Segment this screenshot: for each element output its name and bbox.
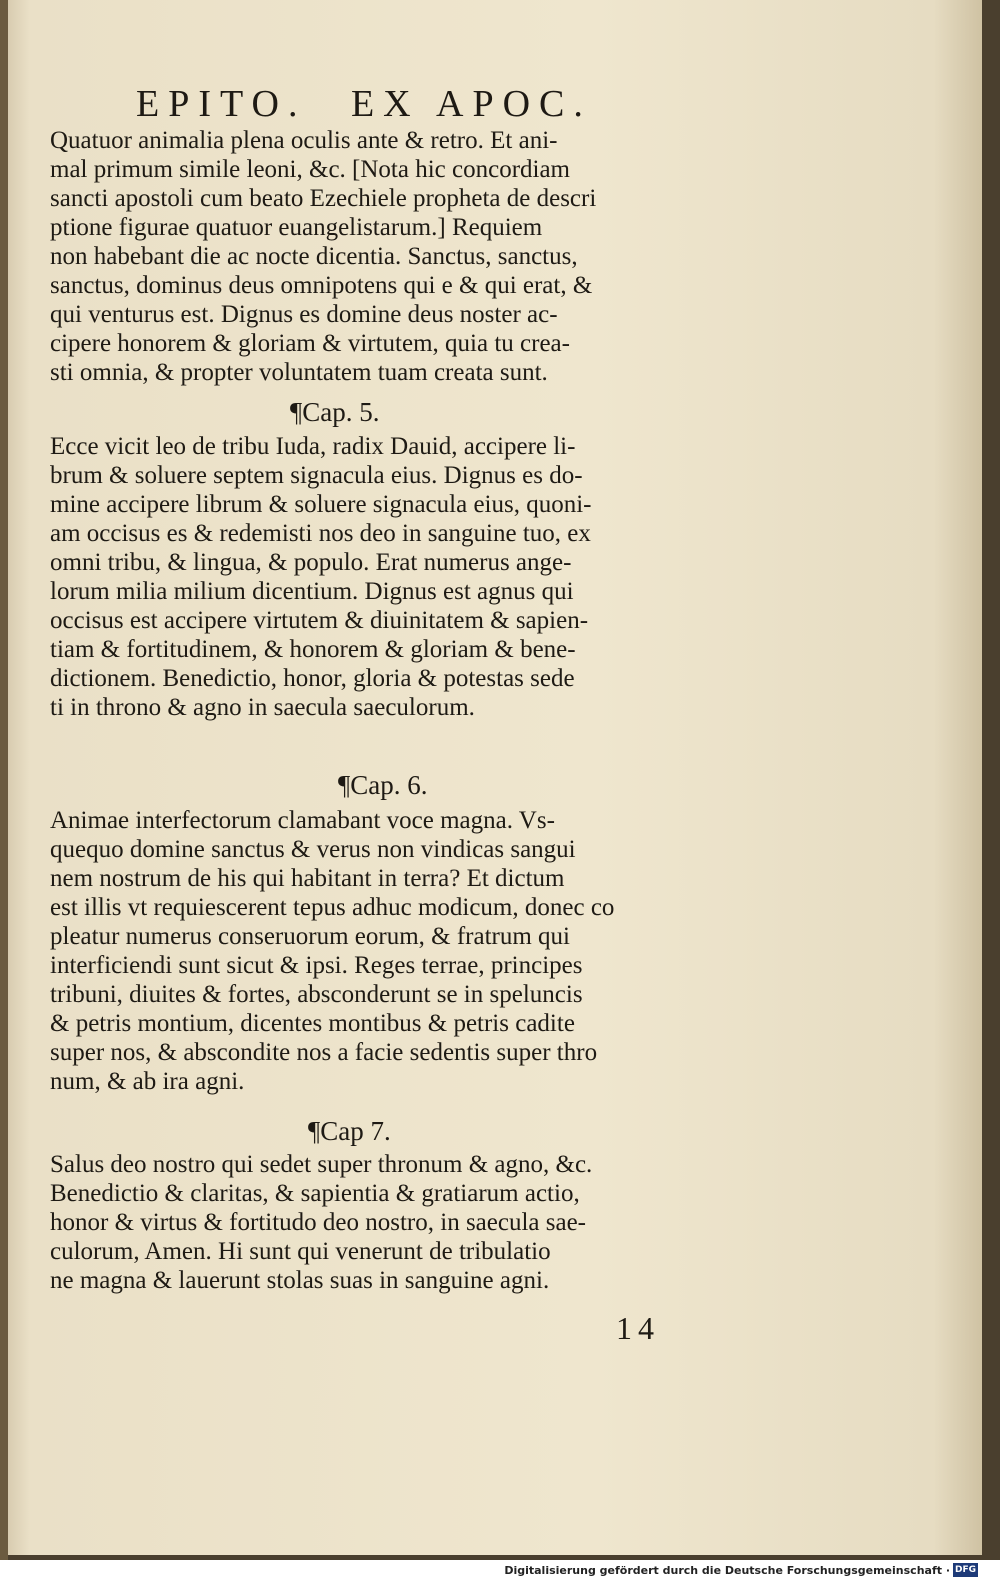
text-line: quequo domine sanctus & verus non vindicas sangui	[50, 836, 576, 863]
book-page	[8, 0, 982, 1555]
text-line: mine accipere librum & soluere signacula eius, quoni-	[50, 491, 592, 518]
running-header-left: EPITO.	[136, 83, 307, 125]
chapter-heading-6: ¶Cap. 6.	[338, 770, 428, 800]
text-line: omni tribu, & lingua, & populo. Erat numerus ange-	[50, 549, 572, 576]
text-block-chapter-5	[50, 432, 740, 722]
text-line: pleatur numerus conseruorum eorum, & fratrum qui	[50, 923, 570, 950]
text-line: ne magna & lauerunt stolas suas in sanguine agni.	[50, 1267, 550, 1294]
chapter-heading-7: ¶Cap 7.	[308, 1116, 391, 1146]
text-line: tribuni, diuites & fortes, absconderunt se in speluncis	[50, 981, 583, 1008]
text-line: interficiendi sunt sicut & ipsi. Reges terrae, principes	[50, 952, 583, 979]
footer-bar	[0, 1560, 1000, 1587]
funding-notice: Digitalisierung gefördert durch die Deutsche Forschungsgemeinschaft ·	[504, 1564, 950, 1577]
text-line: super nos, & abscondite nos a facie sedentis super thro	[50, 1039, 598, 1066]
chapter-heading-5: ¶Cap. 5.	[290, 397, 380, 427]
text-line: sancti apostoli cum beato Ezechiele propheta de descri	[50, 185, 597, 212]
text-line: dictionem. Benedictio, honor, gloria & potestas sede	[50, 665, 575, 692]
text-line: ti in throno & agno in saecula saeculorum.	[50, 694, 475, 721]
text-line: nem nostrum de his qui habitant in terra? Et dictum	[50, 865, 565, 892]
text-line: ptione figurae quatuor euangelistarum.] Requiem	[50, 214, 543, 241]
text-line: est illis vt requiescerent tepus adhuc modicum, donec co	[50, 894, 615, 921]
text-line: brum & soluere septem signacula eius. Dignus es do-	[50, 462, 583, 489]
text-line: Ecce vicit leo de tribu Iuda, radix Dauid, accipere li-	[50, 433, 576, 460]
text-line: cipere honorem & gloriam & virtutem, quia tu crea-	[50, 330, 570, 357]
running-header-right: EX APOC.	[350, 83, 592, 125]
text-line: culorum, Amen. Hi sunt qui venerunt de tribulatio	[50, 1238, 551, 1265]
page-number: 14	[616, 1310, 660, 1346]
text-line: sanctus, dominus deus omnipotens qui e & qui erat, &	[50, 272, 593, 299]
text-block-chapter-6	[50, 806, 740, 1096]
running-header	[70, 82, 670, 126]
text-line: am occisus es & redemisti nos deo in sanguine tuo, ex	[50, 520, 591, 547]
text-line: & petris montium, dicentes montibus & petris cadite	[50, 1010, 575, 1037]
dfg-logo: DFG	[954, 1565, 976, 1575]
text-line: Benedictio & claritas, & sapientia & gratiarum actio,	[50, 1180, 580, 1207]
text-line: occisus est accipere virtutem & diuinitatem & sapien-	[50, 607, 589, 634]
text-block-intro	[50, 126, 740, 387]
text-line: num, & ab ira agni.	[50, 1068, 245, 1095]
text-line: Quatuor animalia plena oculis ante & retro. Et ani-	[50, 127, 558, 154]
text-line: tiam & fortitudinem, & honorem & gloriam & bene-	[50, 636, 576, 663]
text-line: sti omnia, & propter voluntatem tuam creata sunt.	[50, 359, 548, 386]
text-line: honor & virtus & fortitudo deo nostro, in saecula sae-	[50, 1209, 586, 1236]
book-binding-edge	[0, 0, 8, 1560]
text-line: mal primum simile leoni, &c. [Nota hic concordiam	[50, 156, 571, 183]
text-line: non habebant die ac nocte dicentia. Sanctus, sanctus,	[50, 243, 578, 270]
text-line: Salus deo nostro qui sedet super thronum & agno, &c.	[50, 1151, 593, 1178]
text-line: qui venturus est. Dignus es domine deus noster ac-	[50, 301, 558, 328]
text-line: Animae interfectorum clamabant voce magna. Vs-	[50, 807, 555, 834]
text-line: lorum milia milium dicentium. Dignus est agnus qui	[50, 578, 574, 605]
text-block-chapter-7	[50, 1150, 740, 1295]
